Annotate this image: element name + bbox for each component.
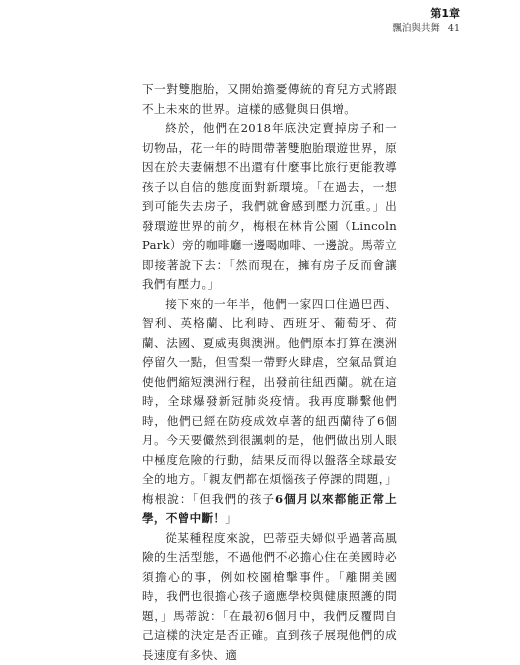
text-span: 接下來的一年半，他們一家四口住過巴西、智利、英格蘭、比利時、西班牙、葡萄牙、荷蘭、法國、夏威夷與澳洲。他們原本打算在澳洲停留久一點，但雪梨一帶野火肆虐，空氣品質迫使他們縮短澳洲行程，出發前往紐西蘭。就在這時，全球爆發新冠肺炎疫情。我再度聯繫他們時，他們已經在防疫成效卓著的紐西蘭待了6個月。今天要儼然到很諷刺的是，他們做出別人眼中極度危險的行動，結果反而得以盤落全球最安全的地方。「親友們都在煩惱孩子停課的問題，」梅根說：「但我們的孩子: [142, 297, 397, 506]
paragraph: [142, 529, 397, 665]
text-span: 從某種程度來說，巴蒂亞夫婦似乎過著高風險的生活型態，不過他們不必擔心住在美國時必須擔心的事，例如校園槍擊事件。「離開美國時，我們也很擔心孩子適應學校與健康照護的問題，」馬蒂說：「在最初6個月中，我們反覆問自己這樣的決定是否正確。直到孩子展現他們的成長速度有多快、適: [142, 531, 397, 662]
chapter-label: 第1章: [392, 6, 460, 21]
text-span: 」: [225, 511, 237, 525]
page-number: 41: [448, 23, 460, 34]
body-text: [142, 80, 397, 665]
text-span: 終於，他們在2018年底決定賣掉房子和一切物品，花一年的時間帶著雙胞胎環遊世界，原因在於夫妻倆想不出還有什麼事比旅行更能教導孩子以自信的態度面對新環境。「在過去，一想到可能失去房子，我們就會感到壓力沉重。」出發環遊世界的前夕，梅根在林肯公園（Lincoln Park）旁的咖啡廳一邊喝咖啡、一邊說。馬蒂立即接著說下去：「然而現在，擁有房子反而會讓我們有壓力。」: [142, 121, 397, 291]
text-span: 下一對雙胞胎，又開始擔憂傳統的育兒方式將跟不上未來的世界。這樣的感覺與日俱增。: [142, 82, 397, 116]
section-title: 飄泊與共舞: [392, 23, 440, 34]
running-head: [392, 6, 460, 36]
section-line: [392, 21, 460, 36]
bold-text: 6個月以來都能正常上學，不曾中斷！: [142, 492, 397, 526]
paragraph: [142, 80, 397, 119]
paragraph: [142, 119, 397, 295]
paragraph: [142, 295, 397, 529]
